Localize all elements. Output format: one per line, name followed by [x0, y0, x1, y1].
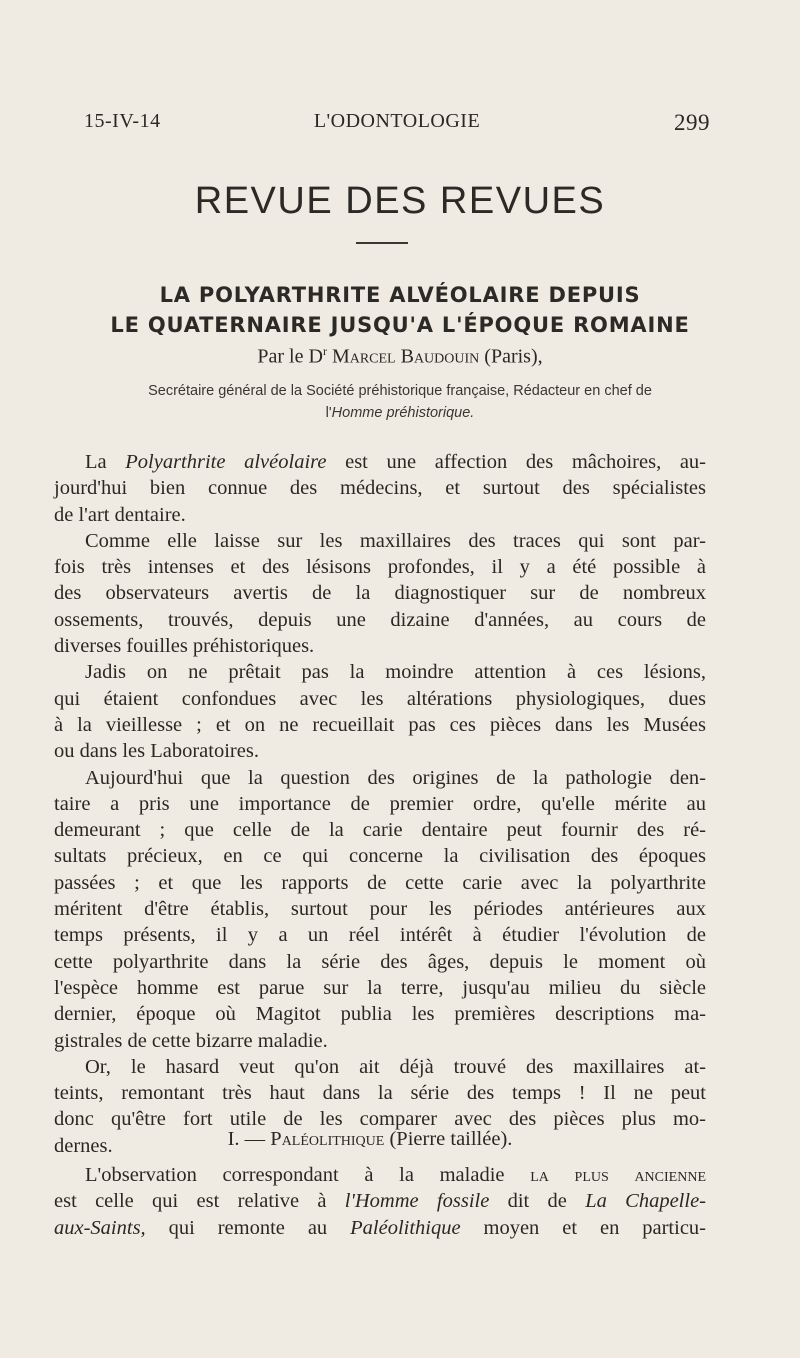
text-run: La — [85, 451, 126, 473]
text-line: taire a pris une importance de premier ordre, qu'elle mérite au — [54, 792, 706, 815]
article-title-line-2: LE QUATERNAIRE JUSQU'A L'ÉPOQUE ROMAINE — [110, 313, 690, 337]
text-line: teints, remontant très haut dans la série des temps ! Il ne peut — [54, 1082, 706, 1105]
journal-reference: Homme préhistorique. — [331, 405, 475, 421]
section-title: REVUE DES REVUES — [194, 180, 606, 222]
term-italic: Paléolithique — [350, 1216, 461, 1239]
article-title — [0, 280, 800, 340]
text-line: fois très intenses et des lésisons profondes, il y a été possible à — [54, 556, 706, 579]
affiliation-line-1: Secrétaire général de la Société préhistorique française, Rédacteur en chef de — [148, 383, 652, 399]
journal-name: L'ODONTOLOGIE — [313, 110, 481, 132]
issue-date: 15-IV-14 — [84, 110, 161, 132]
text-line: ossements, trouvés, depuis une dizaine d'années, au cours de — [54, 608, 706, 631]
text-run: moyen et en particu- — [460, 1216, 706, 1239]
author-affiliation — [62, 380, 738, 424]
paragraph-6 — [54, 1162, 706, 1241]
paragraph-4 — [54, 765, 706, 1054]
term-italic: La Chapelle- — [585, 1190, 706, 1213]
text-line: Or, le hasard veut qu'on ait déjà trouvé des maxillaires at- — [85, 1055, 706, 1078]
text-line: qui étaient confondues avec les altérations physiologiques, dues — [54, 687, 706, 710]
paragraph-3 — [54, 659, 706, 764]
text-line: Jadis on ne prêtait pas la moindre attention à ces lésions, — [85, 661, 706, 684]
term-italic: Polyarthrite alvéolaire — [125, 451, 327, 473]
byline-suffix: (Paris), — [484, 345, 543, 368]
page-number: 299 — [674, 110, 710, 135]
text-line: l'espèce homme est parue sur la terre, jusqu'au milieu du siècle — [54, 976, 706, 999]
byline-prefix: Par le D — [257, 345, 323, 368]
text-line: ou dans les Laboratoires. — [54, 740, 259, 763]
text-line: diverses fouilles préhistoriques. — [54, 635, 315, 658]
text-line: dernes. — [54, 1134, 113, 1157]
text-line: donc qu'être fort utile de les comparer avec des pièces plus mo- — [54, 1108, 706, 1131]
text-line: temps présents, il y a un réel intérêt à étudier l'évolution de — [54, 924, 706, 947]
small-caps-run: la plus ancienne — [530, 1164, 706, 1186]
text-line: gistrales de cette bizarre maladie. — [54, 1029, 328, 1052]
section-number: I. — — [227, 1128, 266, 1150]
section-heading — [0, 1128, 740, 1151]
text-run: est celle qui est relative à — [54, 1190, 345, 1213]
text-line: de l'art dentaire. — [54, 503, 186, 526]
text-run: qui remonte au — [145, 1216, 351, 1239]
text-line: demeurant ; que celle de la carie dentaire peut fournir des ré- — [54, 819, 706, 842]
text-line: cette polyarthrite dans la série des âges, depuis le moment où — [54, 950, 706, 973]
section-name: Paléolithique — [270, 1128, 385, 1150]
text-line: jourd'hui bien connue des médecins, et surtout des spécialistes — [54, 477, 706, 500]
text-line: à la vieillesse ; et on ne recueillait pas ces pièces dans les Musées — [54, 713, 706, 736]
text-line: passées ; et que les rapports de cette carie avec la polyarthrite — [54, 871, 706, 894]
text-line: Comme elle laisse sur les maxillaires des traces qui sont par- — [85, 529, 706, 552]
article-body — [54, 449, 706, 1159]
text-run: L'observation correspondant à la maladie — [85, 1164, 531, 1186]
author-name: Marcel Baudouin — [331, 345, 480, 368]
paragraph-2 — [54, 528, 706, 659]
title-divider — [356, 242, 408, 244]
article-body-continued — [54, 1162, 706, 1241]
byline-sup: r — [322, 344, 327, 358]
text-run: est une affection des mâchoires, au- — [326, 451, 707, 473]
affiliation-prefix: l' — [325, 405, 332, 421]
term-italic: l'Homme fossile — [344, 1190, 490, 1213]
paragraph-1 — [54, 449, 706, 528]
text-line: sultats précieux, en ce qui concerne la civilisation des époques — [54, 845, 706, 868]
byline — [0, 344, 800, 369]
running-header — [84, 110, 710, 140]
article-title-line-1: LA POLYARTHRITE ALVÉOLAIRE DEPUIS — [159, 283, 641, 307]
text-line: méritent d'être établis, surtout pour les périodes antérieures aux — [54, 898, 706, 921]
text-line: Aujourd'hui que la question des origines de la pathologie den- — [85, 766, 706, 789]
text-line: dernier, époque où Magitot publia les premières descriptions ma- — [54, 1003, 706, 1026]
section-suffix: (Pierre taillée). — [389, 1128, 513, 1150]
text-line: des observateurs avertis de la diagnostiquer sur de nombreux — [54, 582, 706, 605]
text-run: dit de — [489, 1190, 586, 1213]
term-italic: aux-Saints, — [54, 1216, 146, 1239]
